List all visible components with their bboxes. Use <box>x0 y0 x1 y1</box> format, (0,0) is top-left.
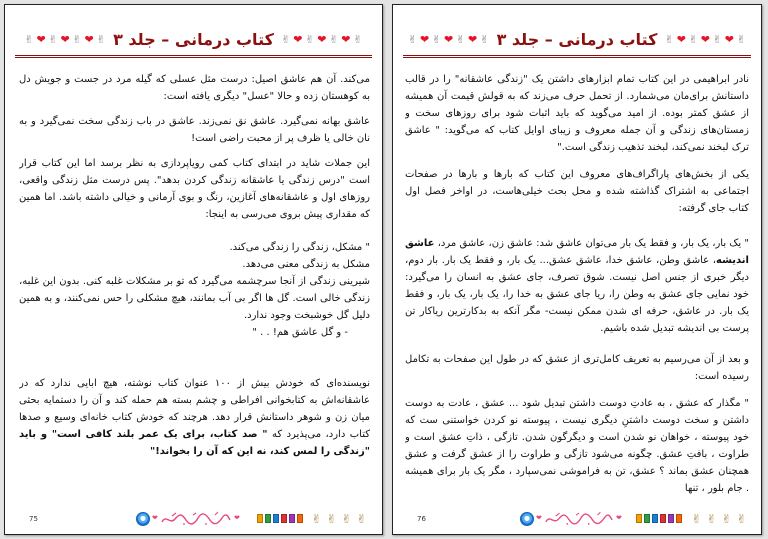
heart-icon <box>443 33 455 47</box>
heart-icon <box>340 33 352 47</box>
color-block <box>644 514 650 523</box>
color-block <box>257 514 263 523</box>
quote-line: شیرینی زندگی از آنجا سرچشمه می‌گیرد که تو بر مشکلات غلبه کنی. بدون این غلبه، زندگی خالی است. گل ها اگر بی آب بمانند، هیچ مشکلی را حس نمی‌کنند، و به همین دلیل گل خوشبخت وجود ندارد. <box>19 276 370 321</box>
header-icons-left <box>23 33 107 47</box>
heart-icon <box>59 33 71 47</box>
quote-text: ، عاشق وطن، عاشق خدا، عاشق عشق... یک بار، و فقط یک بار. بار دوم، دیگر خبری از جنس اصل نیست. شوق تصرف، جای عشق به انسان را می‌گیرد: خود نمایی جای عشق به وطن را، ریا جای عشق به خدا را، یک بار، یک بار، و فقط یک بار. در عاشق، حرفه ای شدن ممکن نیست- مگر آنکه به بدکارترین ریاکار تن پرست بی اندیشه تبدیل شده باشیم. <box>405 255 749 334</box>
page-body <box>405 71 749 506</box>
victory-hand-icon <box>687 33 699 47</box>
quote-line: " مشکل، زندگی را زندگی می‌کند. <box>229 242 370 253</box>
paragraph: این جملات شاید در ابتدای کتاب کمی رویاپردازی به نظر برسد اما این کتاب قرار است "درس زندگی یا عاشقانه زندگی کردن بدهد". پس درست مثل زندگی واقعی، روزهای اول و عاشقانه‌های آغازین، رنگ و بوی آرمانی و خیالی داشته باشد. اما همین که مقداری پیش بروی می‌رسی به اینجا: <box>19 158 370 220</box>
quote-text: " یک بار، یک بار، و فقط یک بار می‌توان عاشق شد: عاشق زن، عاشق مرد، <box>434 238 749 249</box>
heart-icon <box>536 514 542 522</box>
footer-hands <box>309 512 369 526</box>
victory-hand-icon <box>95 33 107 47</box>
color-block <box>281 514 287 523</box>
heart-icon <box>234 514 240 522</box>
victory-hand-icon <box>328 33 340 47</box>
heart-icon <box>419 33 431 47</box>
victory-hand-icon <box>352 33 364 47</box>
victory-hand-icon <box>309 512 324 526</box>
heart-icon <box>152 514 158 522</box>
signature-logo <box>160 511 232 527</box>
paragraph: و بعد از آن می‌رسیم به تعریف کامل‌تری از عشق که در طول این صفحات به تکامل رسیده است: <box>405 354 749 382</box>
closing-bold-quote: " صد کتاب، برای یک عمر بلند کافی است" و باید "زندگی را لمس کند، نه این که آن را بخواند!" <box>19 429 370 457</box>
heart-icon <box>467 33 479 47</box>
book-page-left <box>4 4 383 535</box>
quote-paragraph: " مگذار که عشق ، به عادتِ دوست داشتن تبدیل شود ... عشق ، عادت به دوست داشتن و سخت دوست داشتنِ دیگری نیست ، پیوسته نو کردن خواستنی ست که خود پیوسته ، خواهان نو شدن است و دیگرگون شدن. تازگی ، ذاتِ عشق است و طراوت ، بافتِ عشق. چگونه می‌شود تازگی و طراوت را از عشق گرفت و عشق همچنان عشق بماند ؟ عشق، تن به فراموشی نمی‌سپارد ، مگر یک بار برای همیشه . جام بلور ، تنها <box>405 398 749 494</box>
color-block <box>668 514 674 523</box>
heart-icon <box>675 33 687 47</box>
victory-hand-icon <box>663 33 675 47</box>
closing-text: نویسنده‌ای که خودش بیش از ۱۰۰ عنوان کتاب نوشته، هیچ ابایی ندارد که در عاشقانه‌اش به کتابخوانی افراطی و چشم بسته هم حمله کند و آن را دستمایه بحثی میان زن و شوهر داستانش قرار دهد. هرچند که خودش کتاب خانه‌ای وسیع و صدها کتاب دارد، می‌پذیرد که <box>19 378 370 440</box>
victory-hand-icon <box>719 512 734 526</box>
quote-bold-text: عاشق اندیشه <box>405 238 749 266</box>
blue-circle-logo-icon <box>136 512 150 526</box>
paragraph: می‌کند. آن هم عاشق اصیل: درست مثل عسلی که گیله مرد در جست و جویش دل به کوهستان زده و حالا "عسل" دیگری یافته است: <box>19 74 370 102</box>
blue-circle-logo-icon <box>520 512 534 526</box>
victory-hand-icon <box>324 512 339 526</box>
color-block <box>289 514 295 523</box>
heart-icon <box>723 33 735 47</box>
color-block <box>636 514 642 523</box>
paragraph: یکی از بخش‌های پاراگراف‌های معروف این کتاب که بارها و بارها در صفحات اجتماعی به اشتراک گذاشته شده و محل بحث خیلی‌هاست، در اواخر فصل اول کتاب جای گرفته: <box>405 169 749 214</box>
color-block <box>676 514 682 523</box>
page-footer <box>393 510 761 528</box>
victory-hand-icon <box>354 512 369 526</box>
victory-hand-icon <box>455 33 467 47</box>
victory-hand-icon <box>339 512 354 526</box>
color-block <box>265 514 271 523</box>
page-footer <box>5 510 382 528</box>
color-blocks-decoration <box>636 514 682 523</box>
victory-hand-icon <box>23 33 35 47</box>
color-block <box>652 514 658 523</box>
victory-hand-icon <box>735 33 747 47</box>
color-block <box>660 514 666 523</box>
page-header <box>15 25 372 58</box>
victory-hand-icon <box>431 33 443 47</box>
heart-icon <box>35 33 47 47</box>
color-block <box>273 514 279 523</box>
color-blocks-decoration <box>257 514 303 523</box>
book-page-right <box>392 4 762 535</box>
heart-icon <box>292 33 304 47</box>
header-icons-right <box>663 33 747 47</box>
heart-icon <box>83 33 95 47</box>
victory-hand-icon <box>479 33 491 47</box>
closing-paragraph <box>19 375 370 460</box>
paragraph: عاشق بهانه نمی‌گیرد. عاشق نق نمی‌زند. عاشق در باب زندگی سخت نمی‌گیرد و به نان خالی یا ظرف پر از محبت راضی است! <box>19 116 370 144</box>
book-title: کتاب درمانی – جلد ۳ <box>496 30 658 49</box>
victory-hand-icon <box>304 33 316 47</box>
heart-icon <box>616 514 622 522</box>
victory-hand-icon <box>71 33 83 47</box>
color-block <box>297 514 303 523</box>
victory-hand-icon <box>711 33 723 47</box>
page-number: 76 <box>417 515 426 523</box>
signature-logo <box>544 511 614 527</box>
header-icons-right <box>280 33 364 47</box>
book-title: کتاب درمانی – جلد ۳ <box>113 30 274 49</box>
page-header <box>403 25 751 58</box>
quote-line: - و گل عاشق هم! . . " <box>252 327 348 338</box>
page-number: 75 <box>29 515 38 523</box>
victory-hand-icon <box>689 512 704 526</box>
victory-hand-icon <box>704 512 719 526</box>
victory-hand-icon <box>47 33 59 47</box>
victory-hand-icon <box>280 33 292 47</box>
quote-line: مشکل به زندگی معنی می‌دهد. <box>242 259 370 270</box>
victory-hand-icon <box>407 33 419 47</box>
heart-icon <box>316 33 328 47</box>
header-icons-left <box>407 33 491 47</box>
quote-paragraph <box>405 235 749 337</box>
paragraph: نادر ابراهیمی در این کتاب تمام ابزارهای داشتن یک "زندگی عاشقانه" را در قالب داستانش برای‌مان می‌شمارد. از تحمل حرف می‌زند که به قولش قیمت آن همیشه از عشق کمتر بوده. از امید می‌گوید که باید اثبات شود برای روزهای سخت و زمستان‌های زندگی و آن جمله معروف و زیبای اوایل کتاب که می‌گوید: " عاشق ترک لبخند نمی‌کند، لبخند تذهیب زندگی است." <box>405 74 749 153</box>
page-body <box>19 71 370 506</box>
heart-icon <box>699 33 711 47</box>
footer-hands <box>689 512 749 526</box>
victory-hand-icon <box>734 512 749 526</box>
